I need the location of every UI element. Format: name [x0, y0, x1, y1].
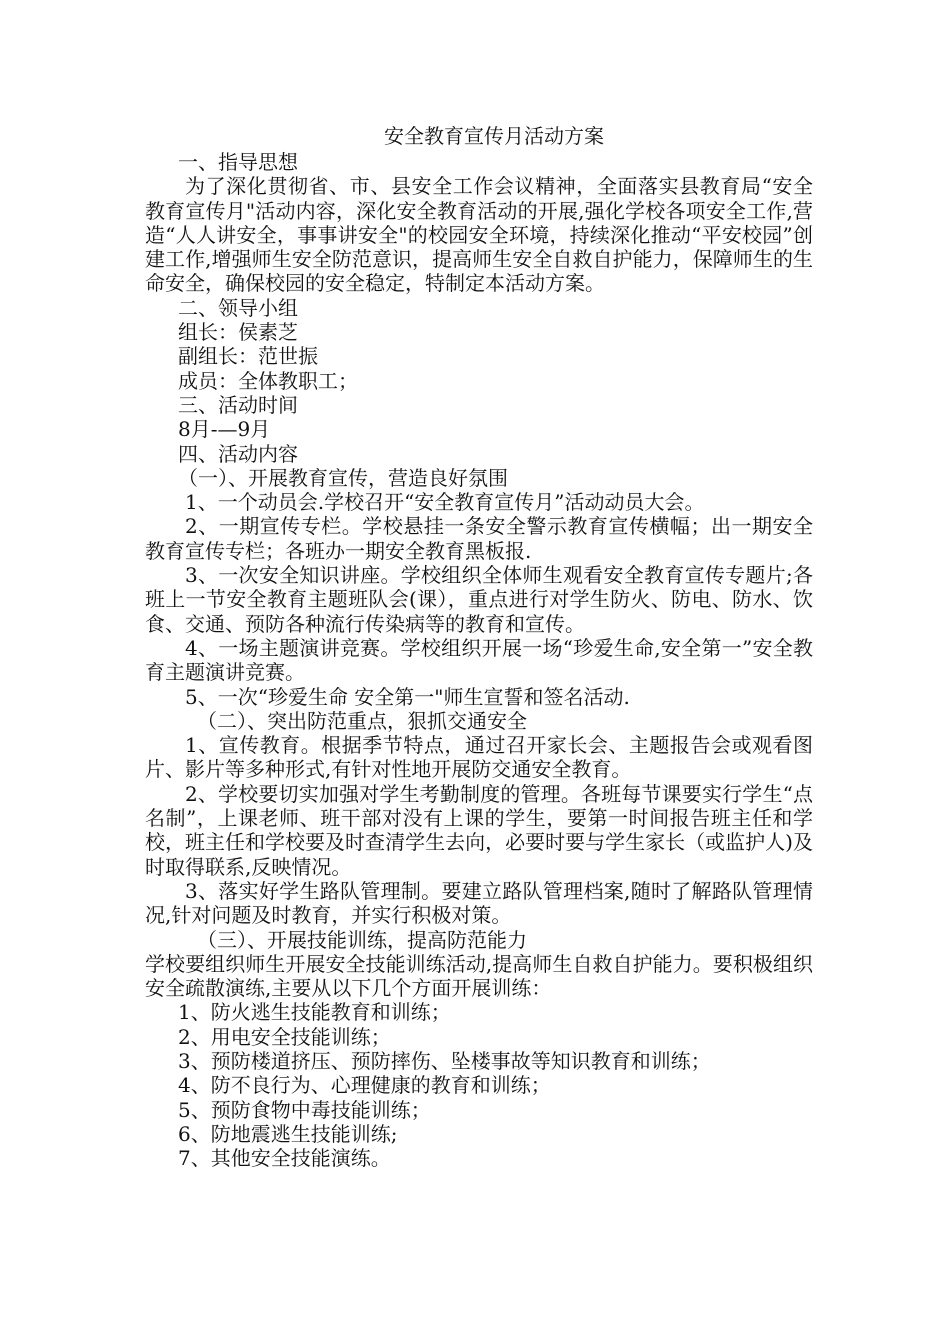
paragraph: 4、防不良行为、心理健康的教育和训练； — [178, 1073, 551, 1098]
paragraph: 3、一次安全知识讲座。学校组织全体师生观看安全教育宣传专题片;各班上一节安全教育主题班队会(课），重点进行对学生防火、防电、防水、饮食、交通、预防各种流行传染病等的教育和宣传。 — [145, 563, 813, 636]
paragraph: 3、预防楼道挤压、预防摔伤、坠楼事故等知识教育和训练； — [178, 1048, 711, 1073]
paragraph: 2、学校要切实加强对学生考勤制度的管理。各班每节课要实行学生“点名制”，上课老师、班干部对没有上课的学生，要第一时间报告班主任和学校，班主任和学校要及时查清学生去向，必要时要与学生家长（或监护人)及时取得联系,反映情况。 — [145, 781, 813, 879]
paragraph: 一、指导思想 — [178, 150, 298, 174]
paragraph: 四、活动内容 — [178, 441, 298, 466]
document-title: 安全教育宣传月活动方案 — [384, 124, 604, 148]
paragraph: 1、防火逃生技能教育和训练； — [178, 1000, 451, 1025]
paragraph: 8月-—9月 — [178, 417, 271, 442]
paragraph: 二、领导小组 — [178, 295, 298, 320]
paragraph: 三、活动时间 — [178, 392, 298, 417]
paragraph: 1、一个动员会.学校召开“安全教育宣传月”活动动员大会。 — [185, 490, 705, 515]
paragraph: 副组长：范世振 — [178, 344, 318, 369]
paragraph: 1、宣传教育。根据季节特点，通过召开家长会、主题报告会或观看图片、影片等多种形式,有针对性地开展防交通安全教育。 — [145, 733, 813, 782]
paragraph: （二）、突出防范重点，狠抓交通安全 — [197, 708, 527, 733]
paragraph: 5、预防食物中毒技能训练； — [178, 1097, 431, 1122]
paragraph: （一）、开展教育宣传，营造良好氛围 — [178, 465, 508, 490]
paragraph: 5、一次“珍爱生命 安全第一"师生宣誓和签名活动. — [185, 684, 630, 709]
document-page — [145, 122, 813, 1170]
document-body — [145, 150, 813, 1170]
paragraph: （三）、开展技能训练，提高防范能力 — [197, 927, 527, 952]
paragraph: 成员：全体教职工； — [178, 368, 358, 393]
paragraph: 2、用电安全技能训练； — [178, 1024, 391, 1049]
paragraph: 学校要组织师生开展安全技能训练活动,提高师生自救自护能力。要积极组织安全疏散演练,主要从以下几个方面开展训练： — [145, 951, 813, 1001]
paragraph: 7、其他安全技能演练。 — [178, 1146, 391, 1171]
paragraph: 2、一期宣传专栏。学校悬挂一条安全警示教育宣传横幅；出一期安全教育宣传专栏；各班办一期安全教育黑板报. — [145, 514, 813, 563]
paragraph: 为了深化贯彻省、市、县安全工作会议精神，全面落实县教育局“安全教育宣传月"活动内容，深化安全教育活动的开展,强化学校各项安全工作,营造“人人讲安全，事事讲安全"的校园安全环境，持续深化推动“平安校园”创建工作,增强师生安全防范意识，提高师生安全自救自护能力，保障师生的生命安全，确保校园的安全稳定，特制定本活动方案。 — [145, 174, 813, 296]
paragraph: 组长：侯素芝 — [178, 320, 298, 345]
paragraph: 4、一场主题演讲竞赛。学校组织开展一场“珍爱生命,安全第一”安全教育主题演讲竞赛。 — [145, 635, 813, 685]
paragraph: 6、防地震逃生技能训练; — [178, 1121, 398, 1146]
paragraph: 3、落实好学生路队管理制。要建立路队管理档案,随时了解路队管理情况,针对问题及时教育，并实行积极对策。 — [145, 878, 813, 928]
